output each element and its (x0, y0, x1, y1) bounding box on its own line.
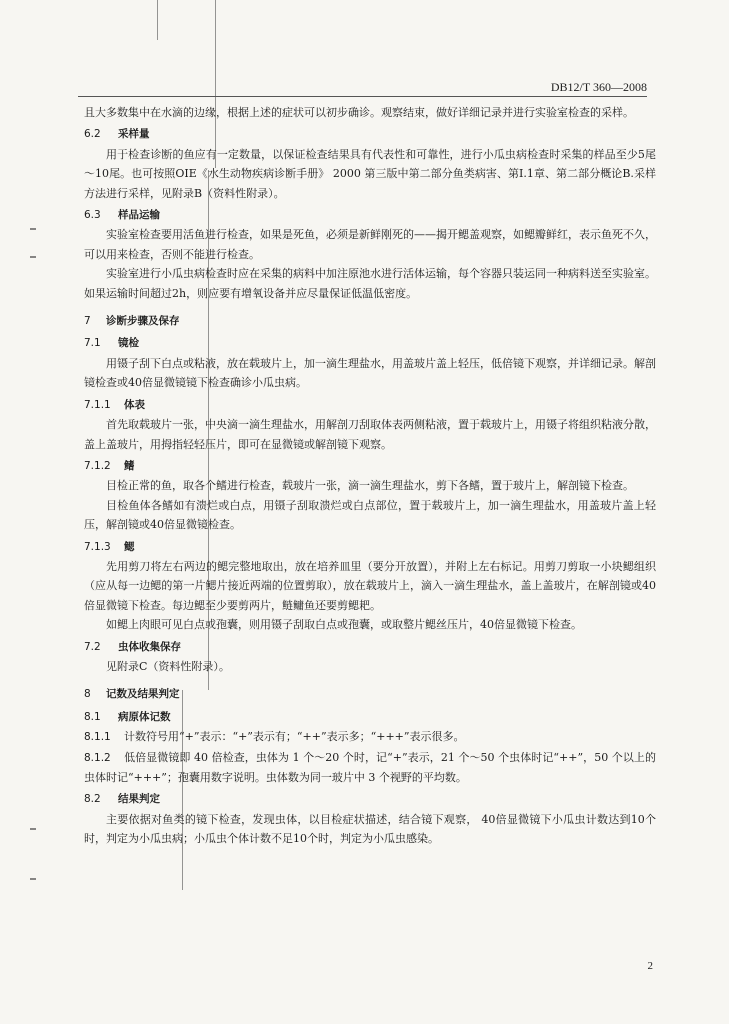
body-paragraph: 用镊子刮下白点或粘液，放在载玻片上，加一滴生理盐水，用盖玻片盖上轻压，低倍镜下观察，并详细记录。解剖镜检查或40倍显微镜镜下检查确诊小瓜虫病。 (84, 356, 656, 390)
section-number: 8.1 (84, 710, 101, 723)
body-paragraph: 目检鱼体各鳍如有溃烂或白点，用镊子刮取溃烂或白点部位，置于载玻片上，加一滴生理盐水，用盖玻片盖上轻压，解剖镜或40倍显微镜检查。 (84, 498, 656, 532)
clause-text: 低倍显微镜即 40 倍检查，虫体为 1 个～20 个时，记“+”表示，21 个～50 个虫体时记“++”，50 个以上的虫体时记“+++”；孢囊用数字说明。虫体数为同一玻片中 3 个视野的平均数。 (84, 750, 656, 784)
section-title: 鳍 (124, 459, 135, 472)
scan-speck (30, 828, 36, 830)
clause-number: 8.1.1 (84, 731, 111, 744)
body-paragraph: 实验室进行小瓜虫病检查时应在采集的病料中加注原池水进行活体运输，每个容器只装运同一种病料送至实验室。如果运输时间超过2h，则应要有增氧设备并应尽量保证低温低密度。 (84, 267, 656, 300)
section-heading (84, 334, 656, 353)
section-heading (84, 312, 656, 331)
section-title: 样品运输 (118, 209, 160, 222)
section-title: 病原体记数 (118, 710, 171, 723)
section-title: 体表 (124, 398, 145, 411)
body-paragraph: 用于检查诊断的鱼应有一定数量，以保证检查结果具有代表性和可靠性，进行小瓜虫病检查时采集的样品至少5尾～10尾。也可按照OIE《水生动物疾病诊断手册》 2000 第三版中第二部分鱼类病害、第Ⅰ.1章、第二部分概论B.采样方法进行采样，见附录B（资料性附录）。 (84, 147, 656, 200)
section-heading (84, 457, 656, 476)
section-number: 7.1 (84, 337, 101, 350)
section-heading (84, 790, 656, 809)
body-paragraph: 主要依据对鱼类的镜下检查，发现虫体，以目检症状描述，结合镜下观察， 40倍显微镜下小瓜虫计数达到10个时，判定为小瓜虫病；小瓜虫个体计数不足10个时，判定为小瓜虫感染。 (84, 812, 656, 846)
document-code: DB12/T 360—2008 (550, 80, 647, 94)
section-heading (84, 708, 656, 727)
numbered-clause (84, 748, 656, 788)
section-title: 鳃 (124, 540, 135, 553)
document-body (84, 103, 656, 849)
clause-number: 8.1.2 (84, 751, 111, 764)
clause-text: 计数符号用“+”表示：“+”表示有；“++”表示多；“+++”表示很多。 (124, 730, 465, 744)
section-title: 结果判定 (118, 793, 160, 806)
body-paragraph: 且大多数集中在水滴的边缘，根据上述的症状可以初步确诊。观察结束，做好详细记录并进行实验室检查的采样。 (84, 106, 634, 119)
header-rule (78, 96, 647, 97)
section-heading (84, 206, 656, 225)
section-number: 7.1.3 (84, 540, 111, 553)
scan-speck (30, 878, 36, 880)
section-heading (84, 638, 656, 657)
section-title: 记数及结果判定 (106, 688, 180, 701)
section-title: 镜检 (118, 337, 139, 350)
section-heading (84, 538, 656, 557)
section-title: 采样量 (118, 128, 150, 141)
numbered-clause (84, 727, 656, 747)
section-number: 8 (84, 688, 91, 701)
body-paragraph: 先用剪刀将左右两边的鳃完整地取出，放在培养皿里（要分开放置），并附上左右标记。用剪刀剪取一小块鳃组织（应从每一边鳃的第一片鳃片接近两端的位置剪取），放在载玻片上，滴入一滴生理盐水，盖上盖玻片，在解剖镜或40倍显微镜下检查。每边鳃至少要剪两片，鲢鳙鱼还要剪鳃耙。 (84, 559, 656, 612)
section-number: 7.1.1 (84, 398, 111, 411)
section-title: 诊断步骤及保存 (106, 315, 180, 328)
section-heading (84, 685, 656, 704)
section-number: 7.2 (84, 640, 101, 653)
body-paragraph: 如鳃上肉眼可见白点或孢囊，则用镊子刮取白点或孢囊，或取整片鳃丝压片，40倍显微镜下检查。 (106, 618, 582, 632)
section-number: 6.2 (84, 128, 101, 141)
section-heading (84, 125, 656, 144)
scan-speck (30, 256, 36, 258)
section-heading (84, 396, 656, 415)
section-number: 7.1.2 (84, 459, 111, 472)
scan-speck (30, 228, 36, 230)
page-number: 2 (647, 960, 653, 972)
section-title: 虫体收集保存 (118, 640, 181, 653)
scan-fold-line (157, 0, 158, 40)
body-paragraph: 实验室检查要用活鱼进行检查，如果是死鱼，必须是新鲜刚死的——揭开鳃盖观察，如鳃瓣鲜红，表示鱼死不久，可以用来检查，否则不能进行检查。 (84, 228, 656, 261)
body-paragraph: 首先取载玻片一张，中央滴一滴生理盐水，用解剖刀刮取体表两侧粘液，置于载玻片上，用镊子将组织粘液分散，盖上盖玻片，用拇指轻轻压片，即可在显微镜或解剖镜下观察。 (84, 418, 656, 451)
body-paragraph: 见附录C（资料性附录）。 (106, 659, 230, 673)
section-number: 8.2 (84, 793, 101, 806)
body-paragraph: 目检正常的鱼，取各个鳍进行检查，载玻片一张，滴一滴生理盐水，剪下各鳍，置于玻片上，解剖镜下检查。 (106, 479, 634, 493)
section-number: 6.3 (84, 209, 101, 222)
section-number: 7 (84, 315, 91, 328)
